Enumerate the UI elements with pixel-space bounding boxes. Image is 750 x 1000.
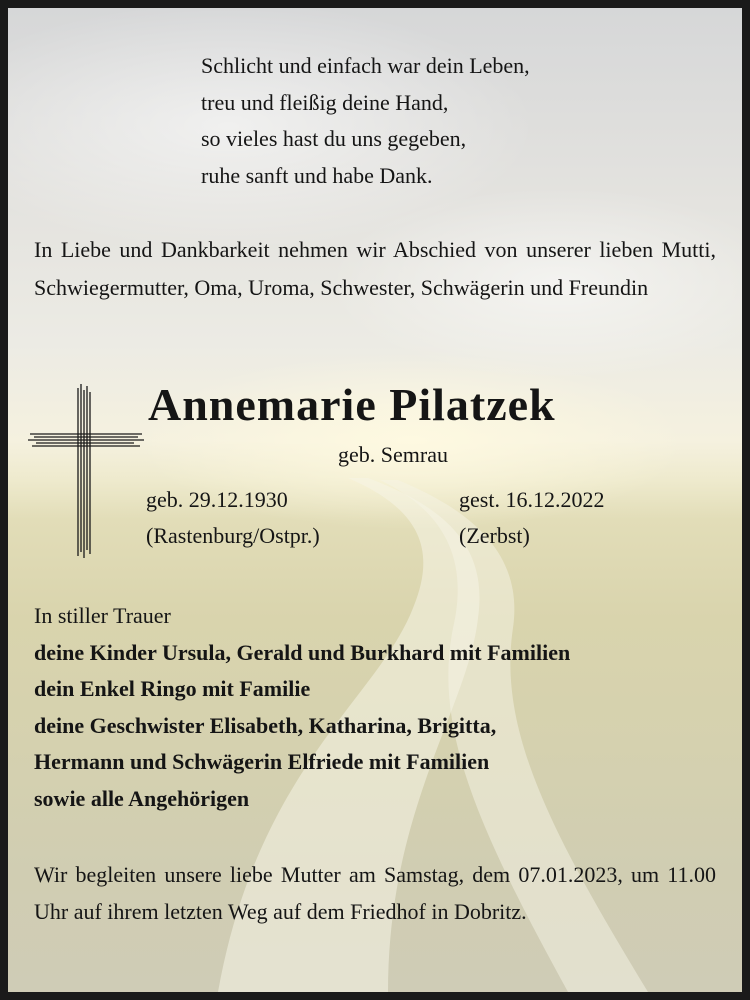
mourner-line: Hermann und Schwägerin Elfriede mit Familien xyxy=(34,749,490,774)
mourning-intro: In stiller Trauer xyxy=(34,603,171,628)
birth-date: geb. 29.12.1930 xyxy=(146,487,288,512)
mourner-line: sowie alle Angehörigen xyxy=(34,785,250,811)
obituary-notice xyxy=(8,8,742,992)
poem xyxy=(201,48,530,194)
deceased-name: Annemarie Pilatzek xyxy=(148,379,556,430)
farewell-intro: In Liebe und Dankbarkeit nehmen wir Abschied von unserer lieben Mutti, Schwiegermutter, Oma, Uroma, Schwester, Schwägerin und Freundin xyxy=(34,237,716,300)
mourner-line: dein Enkel Ringo mit Familie xyxy=(34,676,311,701)
mourners xyxy=(34,598,570,817)
death-info xyxy=(459,482,604,554)
poem-line: ruhe sanft und habe Dank. xyxy=(201,162,433,188)
poem-line: Schlicht und einfach war dein Leben, xyxy=(201,53,530,78)
poem-line: treu und fleißig deine Hand, xyxy=(201,89,449,115)
funeral-announcement: Wir begleiten unsere liebe Mutter am Samstag, dem 07.01.2023, um 11.00 Uhr auf ihrem letzten Weg auf dem Friedhof in Dobritz. xyxy=(34,862,716,924)
mourner-line: deine Geschwister Elisabeth, Katharina, Brigitta, xyxy=(34,712,497,738)
birth-place: (Rastenburg/Ostpr.) xyxy=(146,523,320,548)
death-place: (Zerbst) xyxy=(459,523,530,548)
death-date: gest. 16.12.2022 xyxy=(459,487,605,512)
maiden-name: geb. Semrau xyxy=(338,442,448,467)
birth-info xyxy=(146,482,320,554)
mourner-line: deine Kinder Ursula, Gerald und Burkhard mit Familien xyxy=(34,639,571,665)
poem-line: so vieles hast du uns gegeben, xyxy=(201,126,467,151)
cross-icon xyxy=(26,380,146,560)
